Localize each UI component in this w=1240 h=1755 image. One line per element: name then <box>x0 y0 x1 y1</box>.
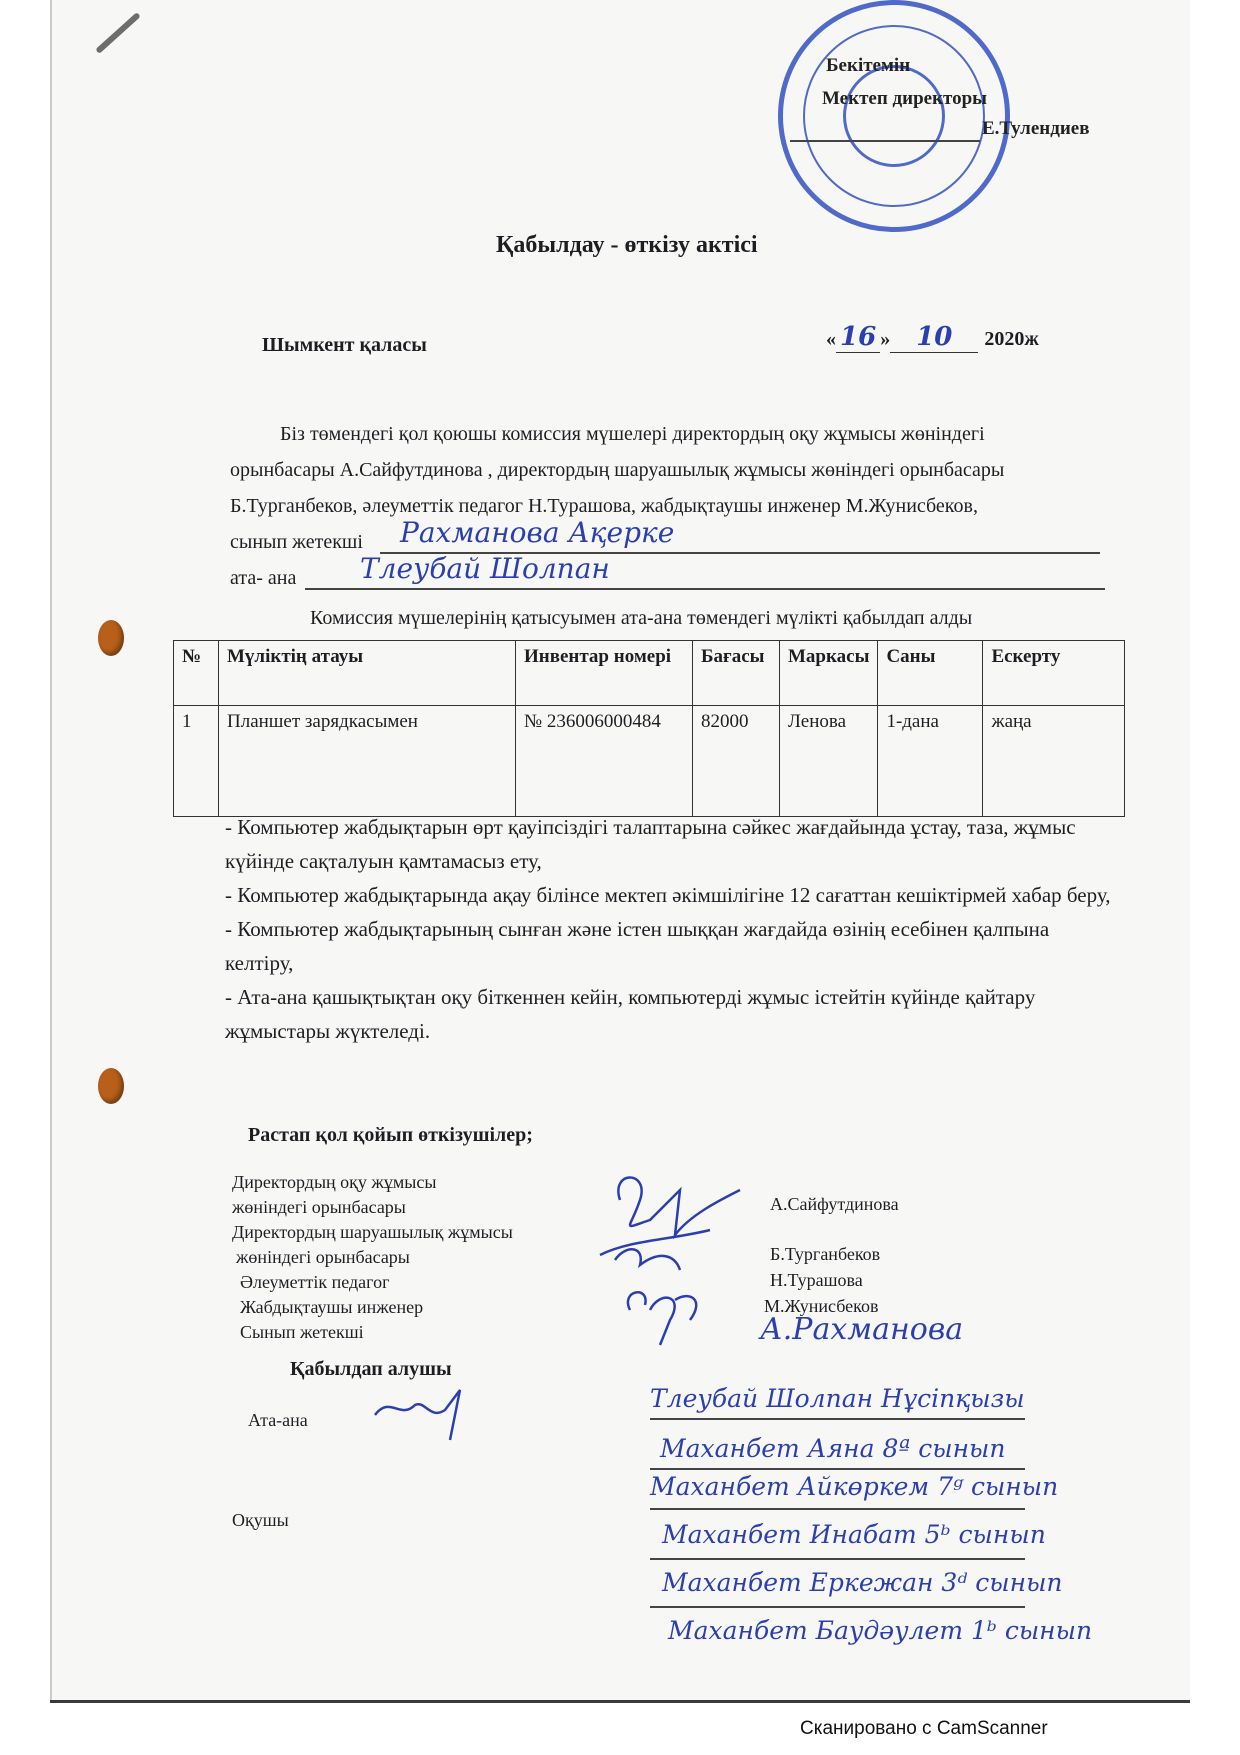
student-name-4: Маханбет Еркежан 3ᵈ сынып <box>662 1568 1063 1597</box>
cell-price: 82000 <box>693 706 780 817</box>
date-field <box>826 322 1039 353</box>
commission-signatures <box>590 1160 760 1360</box>
obligation-item: - Компьютер жабдықтарының сынған және істен шыққан жағдайда өзінің есебінен қалпына келтіру, <box>225 917 1050 975</box>
student-name-1: Маханбет Аяна 8ª сынып <box>660 1434 1006 1463</box>
role-line: жөніндегі орынбасары <box>232 1197 406 1217</box>
parent-full-name-handwritten: Тлеубай Шолпан Нұсіпқызы <box>650 1384 1025 1413</box>
property-table <box>173 640 1125 817</box>
role-line: жөніндегі орынбасары <box>236 1247 410 1267</box>
cell-item-name: Планшет зарядкасымен <box>219 706 516 817</box>
student-line-2 <box>650 1508 1025 1510</box>
signer-name-2: Б.Турганбеков <box>770 1244 881 1264</box>
paper-edge <box>50 0 52 1700</box>
date-open-quote: « <box>826 328 836 350</box>
table-header-inventory: Инвентар номері <box>516 641 693 706</box>
parent-full-name-line <box>650 1418 1025 1420</box>
parent-name-handwritten: Тлеубай Шолпан <box>360 552 610 585</box>
stamp-emblem <box>843 65 945 167</box>
punch-hole-top <box>98 620 124 656</box>
cell-quantity: 1-дана <box>878 706 983 817</box>
role-line: Директордың шаруашылық жұмысы <box>232 1222 513 1242</box>
document-title: Қабылдау - өткізу актісі <box>496 232 758 258</box>
table-header-brand: Маркасы <box>780 641 878 706</box>
student-line-4 <box>650 1606 1025 1608</box>
role-line: Сынып жетекші <box>240 1322 364 1342</box>
student-line-1 <box>650 1468 1025 1470</box>
commission-line: Комиссия мүшелерінің қатысуымен ата-ана төмендегі мүлікті қабылдап алды <box>310 607 973 629</box>
page-bottom-edge <box>50 1700 1190 1703</box>
student-name-5: Маханбет Баудәулет 1ᵇ сынып <box>668 1616 1093 1645</box>
approval-line-2: Мектеп директоры <box>822 88 988 109</box>
obligations-list <box>225 810 1115 1048</box>
punch-hole-bottom <box>98 1068 124 1104</box>
intro-line-3: Б.Турганбеков, әлеуметтік педагог Н.Турашова, жабдықтаушы инженер М.Жунисбеков, <box>230 495 978 517</box>
signatures-heading: Растап қол қойып өткізушілер; <box>248 1124 533 1146</box>
official-stamp <box>778 0 1010 232</box>
cell-inventory-number: № 236006000484 <box>516 706 693 817</box>
parent-name-line <box>305 588 1105 590</box>
approval-line-1: Бекітемін <box>826 55 911 76</box>
date-day: 16 <box>836 322 880 353</box>
parent-label: ата- ана <box>230 567 297 589</box>
teacher-label: сынып жетекші <box>230 531 363 553</box>
city-label: Шымкент қаласы <box>262 334 427 356</box>
table-header-name: Мүліктің атауы <box>219 641 516 706</box>
receiver-heading: Қабылдап алушы <box>290 1358 452 1380</box>
role-line: Директордың оқу жұмысы <box>232 1172 437 1192</box>
teacher-signature-name: А.Рахманова <box>760 1312 964 1347</box>
role-line: Әлеуметтік педагог <box>240 1272 390 1292</box>
approval-line-3: Е.Тулендиев <box>982 118 1090 139</box>
parent-signer-label: Ата-ана <box>248 1410 308 1430</box>
student-signer-label: Оқушы <box>232 1510 289 1530</box>
table-row <box>174 706 1125 817</box>
signer-name-4: М.Жунисбеков <box>764 1296 879 1316</box>
teacher-name-handwritten: Рахманова Ақерке <box>400 516 675 549</box>
obligation-item: - Ата-ана қашықтықтан оқу біткеннен кейін, компьютерді жұмыс істейтін күйінде қайтару жұмыстары жүктеледі. <box>225 985 1036 1043</box>
table-header-row <box>174 641 1125 706</box>
scanner-watermark: Сканировано с CamScanner <box>800 1718 1048 1739</box>
table-header-number: № <box>174 641 219 706</box>
table-header-note: Ескерту <box>983 641 1125 706</box>
obligation-item: - Компьютер жабдықтарын өрт қауіпсіздігі талаптарына сәйкес жағдайында ұстау, таза, жұмыс күйінде сақталуын қамтамасыз ету, <box>225 815 1076 873</box>
cell-number: 1 <box>174 706 219 817</box>
approval-signature-line <box>790 140 980 142</box>
role-line: Жабдықтаушы инженер <box>240 1297 424 1317</box>
student-line-3 <box>650 1558 1025 1560</box>
signer-name-3: Н.Турашова <box>770 1270 863 1290</box>
date-year: 2020ж <box>984 328 1039 350</box>
table-header-price: Бағасы <box>693 641 780 706</box>
signer-roles <box>232 1170 513 1345</box>
date-month: 10 <box>890 322 978 353</box>
cell-note: жаңа <box>983 706 1125 817</box>
obligation-item: - Компьютер жабдықтарында ақау білінсе мектеп әкімшілігіне 12 сағаттан кешіктірмей хабар беру, <box>225 883 1111 907</box>
date-close-quote: » <box>880 328 891 350</box>
table-header-quantity: Саны <box>878 641 983 706</box>
signer-name-1: А.Сайфутдинова <box>770 1194 899 1214</box>
student-name-2: Маханбет Айкөркем 7ᵍ сынып <box>650 1472 1059 1501</box>
parent-signature <box>370 1380 480 1450</box>
intro-line-1: Біз төмендегі қол қоюшы комиссия мүшелері директордың оқу жұмысы жөніндегі <box>280 423 985 445</box>
student-name-3: Маханбет Инабат 5ᵇ сынып <box>662 1520 1046 1549</box>
intro-line-2: орынбасары А.Сайфутдинова , директордың шаруашылық жұмысы жөніндегі орынбасары <box>230 459 1005 481</box>
cell-brand: Ленова <box>780 706 878 817</box>
